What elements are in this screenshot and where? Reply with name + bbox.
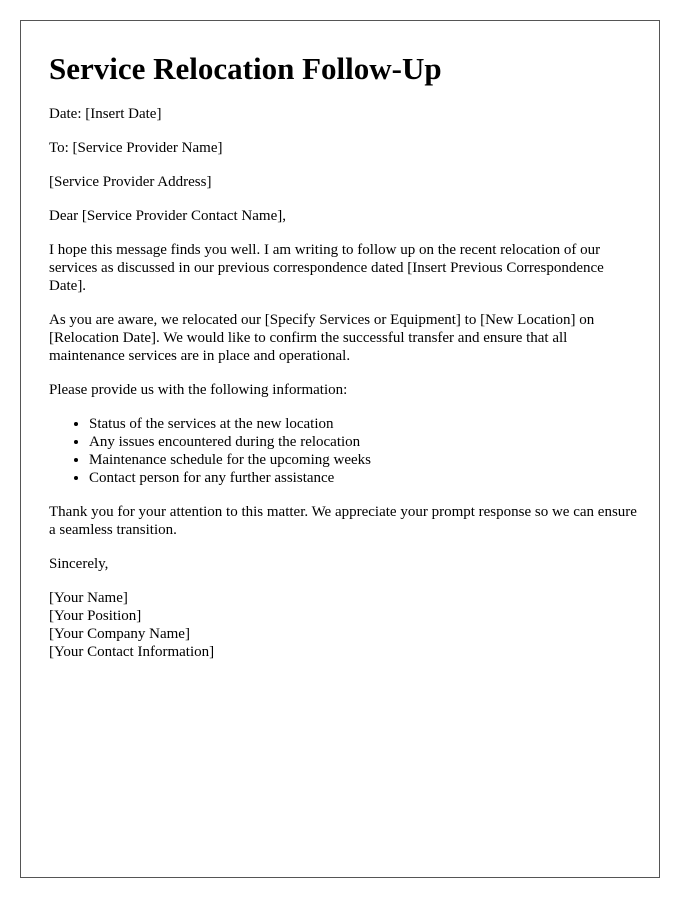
signature-position: [Your Position] <box>49 608 142 624</box>
date-line: Date: [Insert Date] <box>49 106 162 122</box>
letter-content <box>49 51 641 661</box>
letter-page <box>20 20 660 878</box>
signature-company: [Your Company Name] <box>49 626 190 642</box>
list-item: • Contact person for any further assistance <box>89 469 641 487</box>
list-item: • Status of the services at the new location <box>89 415 641 433</box>
salutation: Dear [Service Provider Contact Name], <box>49 208 286 224</box>
signature-name: [Your Name] <box>49 590 128 606</box>
letter-title: Service Relocation Follow-Up <box>49 51 442 86</box>
body-paragraph-relocation: As you are aware, we relocated our [Specify Services or Equipment] to [New Location] on [Relocation Date]. We would like to confirm the successful transfer and ensure that all maintenance services are in place and operational. <box>49 312 595 364</box>
body-paragraph-intro: I hope this message finds you well. I am writing to follow up on the recent relocation of our services as discussed in our previous correspondence dated [Insert Previous Correspondence Date]. <box>49 242 604 294</box>
signature-block <box>49 589 641 661</box>
request-intro: Please provide us with the following information: <box>49 382 348 398</box>
sign-off: Sincerely, <box>49 556 109 572</box>
recipient-line: To: [Service Provider Name] <box>49 140 223 156</box>
request-list <box>49 415 641 487</box>
signature-contact: [Your Contact Information] <box>49 644 215 660</box>
closing-paragraph: Thank you for your attention to this matter. We appreciate your prompt response so we can ensure a seamless transition. <box>49 504 637 538</box>
list-item: • Any issues encountered during the relocation <box>89 433 641 451</box>
list-item: • Maintenance schedule for the upcoming weeks <box>89 451 641 469</box>
recipient-address: [Service Provider Address] <box>49 174 212 190</box>
